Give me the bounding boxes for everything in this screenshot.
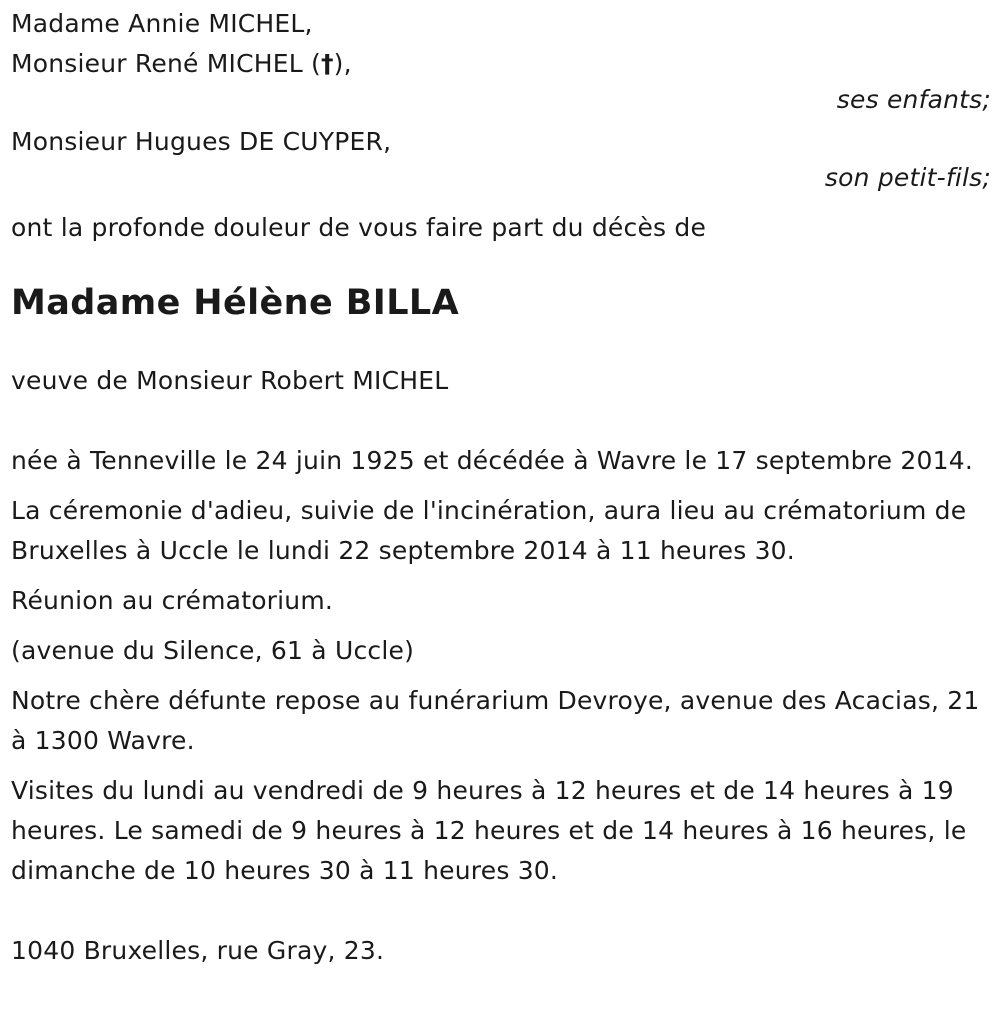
cross-icon: † [320, 49, 334, 78]
announcer-annie: Madame Annie MICHEL, [11, 9, 313, 38]
reunion-text: Réunion au crématorium. [11, 586, 334, 615]
death-notice [11, 4, 991, 971]
family-address: 1040 Bruxelles, rue Gray, 23. [11, 936, 385, 965]
announcer-rene [11, 44, 991, 84]
crematorium-address: (avenue du Silence, 61 à Uccle) [11, 636, 415, 665]
announcer-hugues: Monsieur Hugues DE CUYPER, [11, 127, 392, 156]
announcer-rene-close: ), [333, 49, 352, 78]
announcer-rene-name: Monsieur René MICHEL ( [11, 49, 321, 78]
visits-text: Visites du lundi au vendredi de 9 heures à 12 heures et de 14 heures à 19 heures. Le samedi de 9 heures à 12 heures et de 14 heures à 16 heures, le dimanche de 10 heures 30 à 11 heures 30. [11, 776, 967, 885]
ceremony-text: La céremonie d'adieu, suivie de l'incinération, aura lieu au crématorium de Bruxelles à Uccle le lundi 22 septembre 2014 à 11 heures 30. [11, 496, 967, 565]
funerarium-text: Notre chère défunte repose au funérarium Devroye, avenue des Acacias, 21 à 1300 Wavre. [11, 686, 980, 755]
deceased-name: Madame Hélène BILLA [11, 283, 460, 323]
widow-of: veuve de Monsieur Robert MICHEL [11, 366, 449, 395]
birth-death: née à Tenneville le 24 juin 1925 et décédée à Wavre le 17 septembre 2014. [11, 446, 973, 475]
grandchild-role: son petit-fils; [824, 163, 991, 192]
children-role: ses enfants; [836, 85, 991, 114]
intro-text: ont la profonde douleur de vous faire part du décès de [11, 213, 707, 242]
